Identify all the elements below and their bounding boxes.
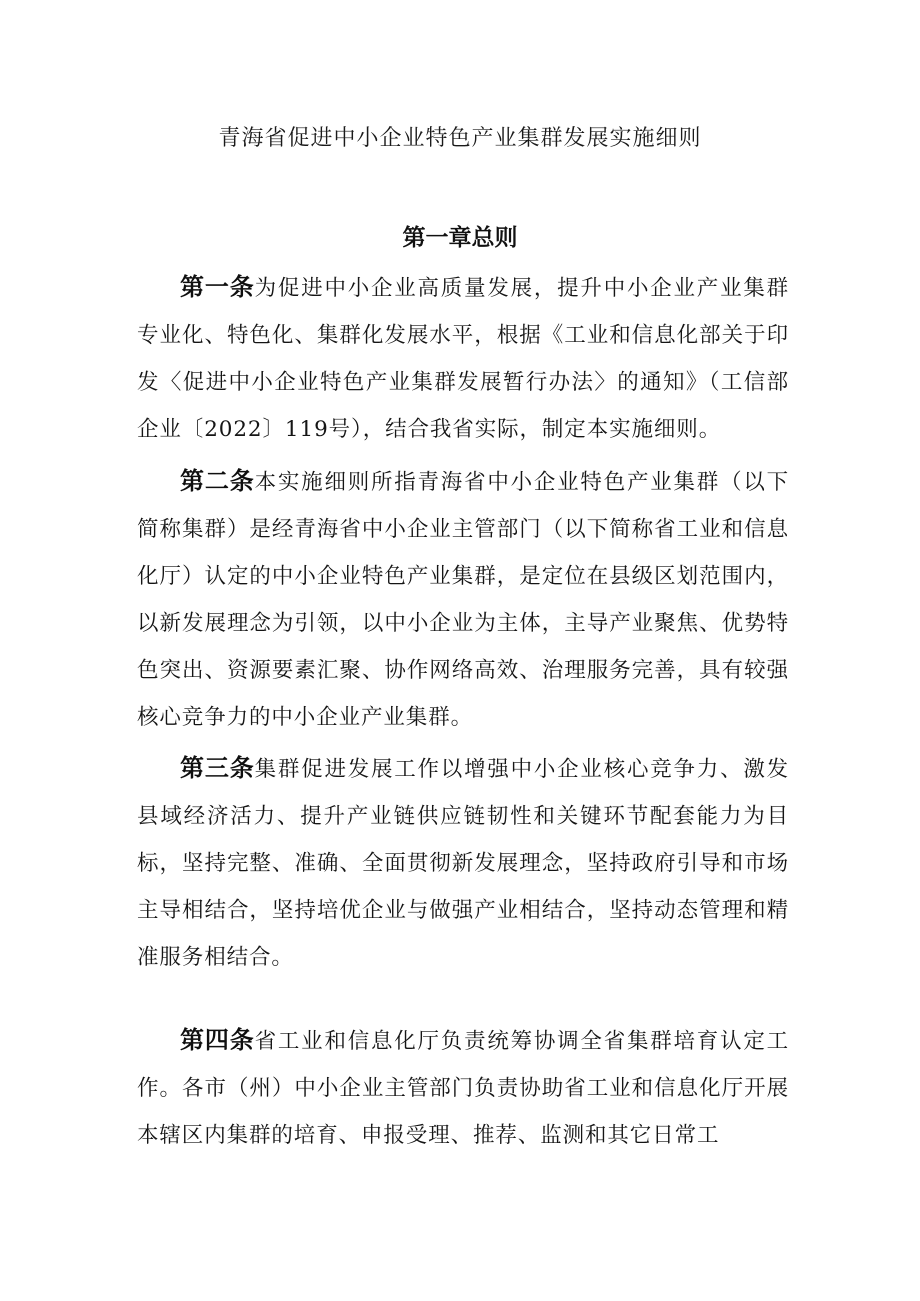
article-1-label: 第一条 bbox=[180, 273, 255, 301]
article-2-label: 第二条 bbox=[180, 467, 255, 495]
article-3-text: 集群促进发展工作以增强中小企业核心竞争力、激发县域经济活力、提升产业链供应链韧性和关键环节配套能力为目标，坚持完整、准确、全面贯彻新发展理念，坚持政府引导和市场主导相结合，坚持培优企业与做强产业相结合，坚持动态管理和精准服务相结合。 bbox=[137, 757, 790, 970]
article-1-text: 为促进中小企业高质量发展，提升中小企业产业集群专业化、特色化、集群化发展水平，根据《工业和信息化部关于印发〈促进中小企业特色产业集群发展暂行办法〉的通知》（工信部企业〔2022〕119号），结合我省实际，制定本实施细则。 bbox=[137, 276, 790, 442]
document-title: 青海省促进中小企业特色产业集群发展实施细则 bbox=[218, 126, 702, 151]
article-4-text: 省工业和信息化厅负责统筹协调全省集群培育认定工作。各市（州）中小企业主管部门负责协助省工业和信息化厅开展本辖区内集群的培育、申报受理、推荐、监测和其它日常工 bbox=[137, 1029, 790, 1148]
article-1 bbox=[137, 264, 789, 453]
article-3-label: 第三条 bbox=[180, 754, 255, 782]
article-2 bbox=[137, 458, 789, 741]
article-2-text: 本实施细则所指青海省中小企业特色产业集群（以下简称集群）是经青海省中小企业主管部门（以下简称省工业和信息化厅）认定的中小企业特色产业集群，是定位在县级区划范围内，以新发展理念为引领，以中小企业为主体，主导产业聚焦、优势特色突出、资源要素汇聚、协作网络高效、治理服务完善，具有较强核心竞争力的中小企业产业集群。 bbox=[137, 470, 790, 730]
article-4-label: 第四条 bbox=[180, 1026, 255, 1054]
chapter-heading: 第一章总则 bbox=[402, 225, 518, 251]
article-3 bbox=[137, 745, 789, 981]
article-4 bbox=[137, 1017, 789, 1159]
